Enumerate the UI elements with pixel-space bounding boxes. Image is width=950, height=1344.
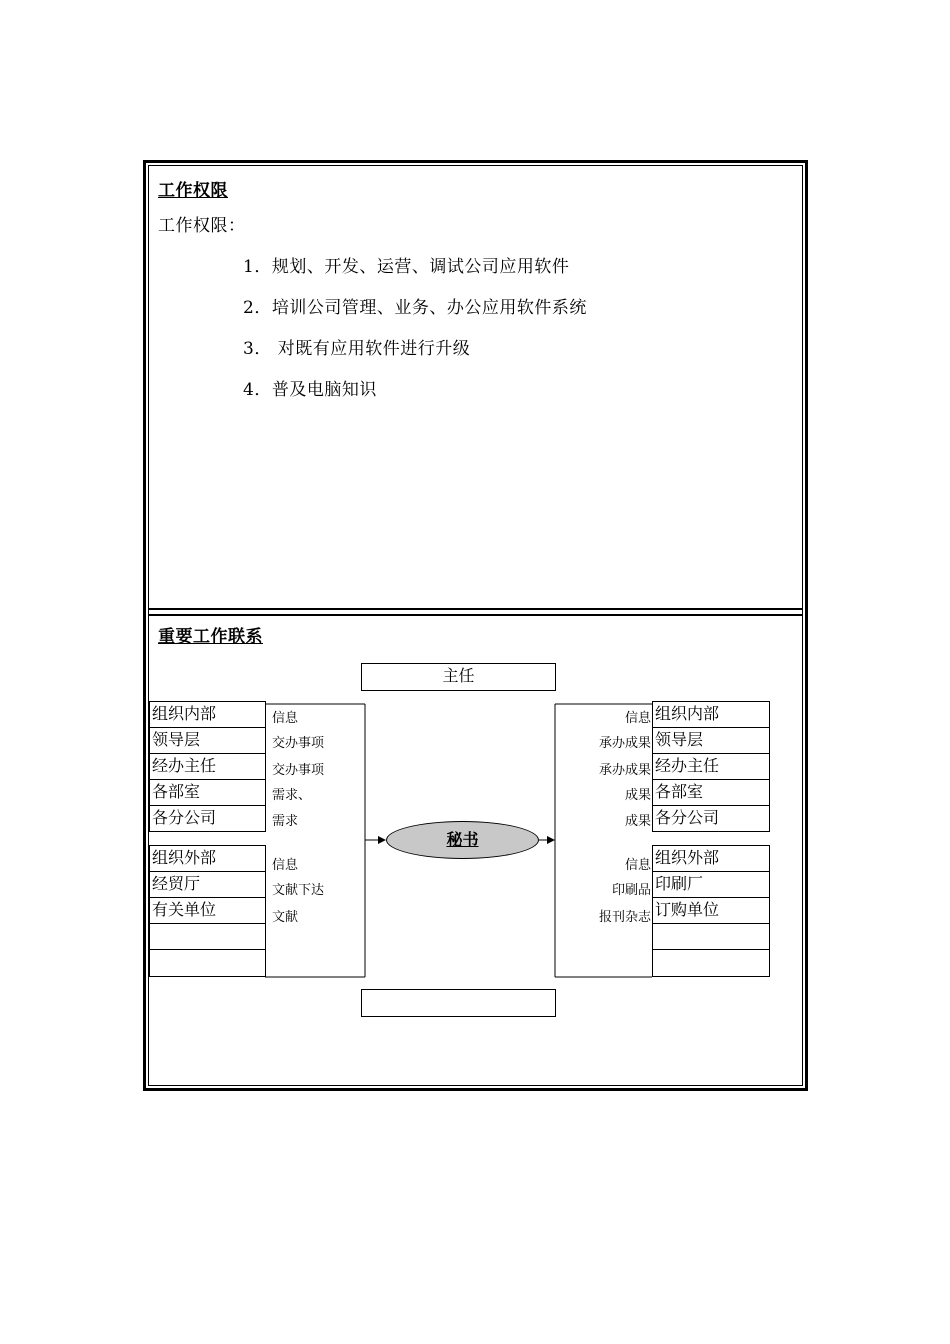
section-heading-authority: 工作权限	[158, 181, 228, 201]
document-frame	[143, 160, 808, 1091]
right-box-departments: 各部室	[652, 779, 770, 806]
authority-item-4: 4．普及电脑知识	[243, 380, 377, 400]
left-label-info: 信息	[272, 711, 299, 726]
right-label-outcome-1: 成果	[624, 788, 651, 803]
empty-bottom-box	[361, 989, 556, 1017]
relations-section	[149, 614, 802, 1085]
secretary-label: 秘书	[446, 830, 479, 849]
left-box-handling-director: 经办主任	[149, 753, 266, 780]
right-label-results-1: 承办成果	[598, 736, 651, 751]
left-label-info-external: 信息	[272, 858, 299, 873]
left-label-demand-2: 需求	[272, 814, 299, 829]
right-label-info-external: 信息	[624, 858, 651, 873]
right-box-printing-factory: 印刷厂	[652, 871, 770, 898]
document-inner-frame	[148, 165, 803, 1086]
right-box-internal-org: 组织内部	[652, 701, 770, 728]
right-box-branches: 各分公司	[652, 805, 770, 832]
left-label-assigned-1: 交办事项	[272, 736, 325, 751]
right-box-empty-1	[652, 923, 770, 950]
left-label-docs: 文献	[272, 910, 299, 925]
right-label-outcome-2: 成果	[624, 814, 651, 829]
left-label-doc-issue: 文献下达	[272, 883, 325, 898]
right-box-leadership: 领导层	[652, 727, 770, 754]
left-label-assigned-2: 交办事项	[272, 763, 325, 778]
left-box-trade-bureau: 经贸厅	[149, 871, 266, 898]
left-box-branches: 各分公司	[149, 805, 266, 832]
right-label-results-2: 承办成果	[598, 763, 651, 778]
right-box-empty-2	[652, 949, 770, 977]
right-box-handling-director: 经办主任	[652, 753, 770, 780]
authority-item-2: 2．培训公司管理、业务、办公应用软件系统	[243, 298, 587, 318]
right-box-subscribers: 订购单位	[652, 897, 770, 924]
right-label-periodicals: 报刊杂志	[598, 910, 651, 925]
right-label-printed-matter: 印刷品	[611, 883, 651, 898]
left-box-leadership: 领导层	[149, 727, 266, 754]
secretary-ellipse	[386, 821, 539, 859]
right-label-info: 信息	[624, 711, 651, 726]
left-box-related-units: 有关单位	[149, 897, 266, 924]
director-box: 主任	[361, 663, 556, 691]
authority-intro: 工作权限：	[158, 216, 246, 236]
left-box-internal-org: 组织内部	[149, 701, 266, 728]
left-box-departments: 各部室	[149, 779, 266, 806]
left-box-empty-2	[149, 949, 266, 977]
section-heading-relations: 重要工作联系	[158, 627, 263, 647]
right-box-external-org: 组织外部	[652, 845, 770, 872]
left-box-external-org: 组织外部	[149, 845, 266, 872]
left-label-demand-1: 需求、	[272, 788, 312, 803]
authority-item-3: 3． 对既有应用软件进行升级	[243, 339, 471, 359]
authority-item-1: 1．规划、开发、运营、调试公司应用软件	[243, 257, 570, 277]
left-box-empty-1	[149, 923, 266, 950]
